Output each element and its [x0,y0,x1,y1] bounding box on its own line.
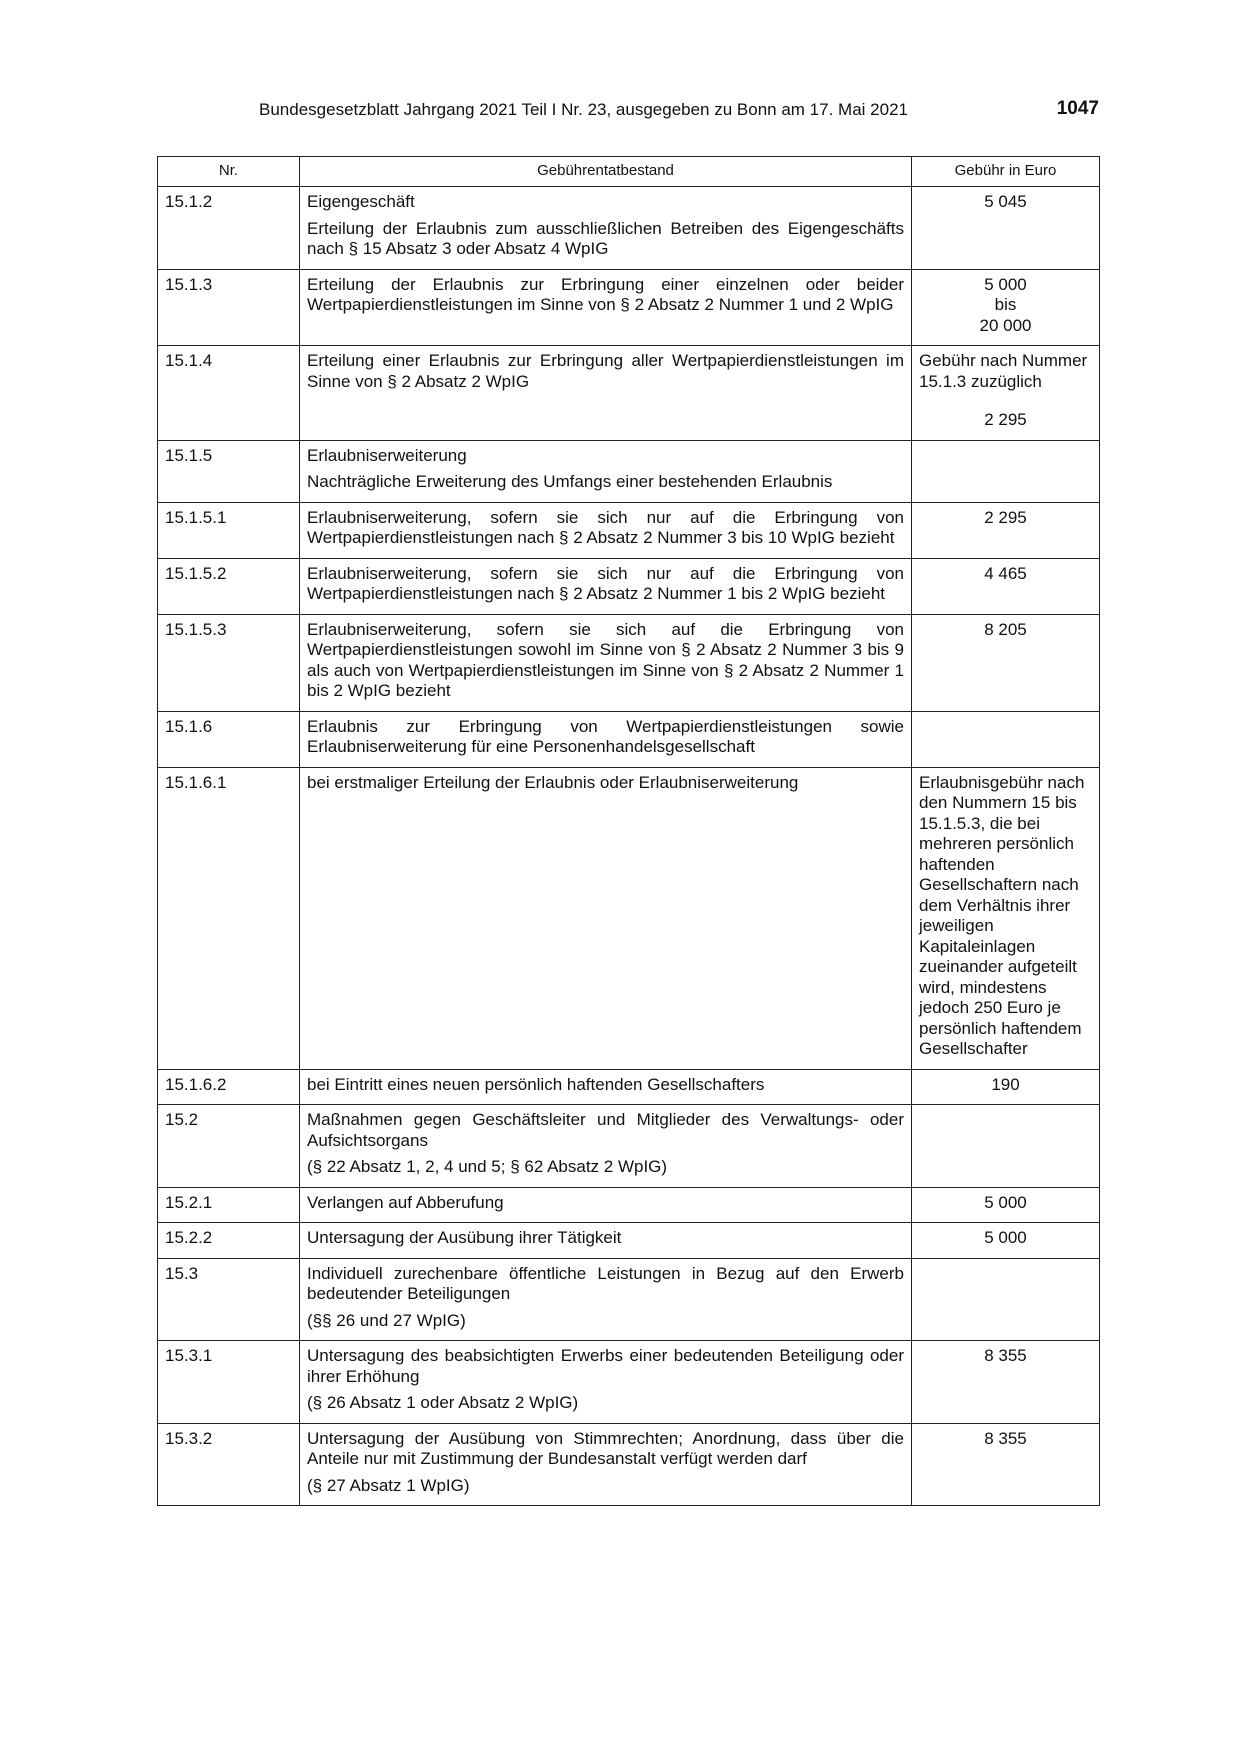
row-fee: 8 355 [912,1423,1100,1506]
row-number: 15.2.2 [158,1223,300,1259]
row-number: 15.1.5.2 [158,558,300,614]
table-row [158,346,1100,441]
row-fee: 8 355 [912,1341,1100,1424]
row-text: Individuell zurechenbare öffentliche Leistungen in Bezug auf den Erwerb bedeutender Beteiligungen [307,1263,904,1303]
row-fee [912,1105,1100,1188]
row-text: Untersagung der Ausübung von Stimmrechten; Anordnung, dass über die Anteile nur mit Zustimmung der Bundesanstalt verfügt werden darf [307,1428,904,1468]
table-row [158,1258,1100,1341]
fee-range-separator: bis [994,295,1017,314]
row-fee [912,346,1100,441]
row-number: 15.3.1 [158,1341,300,1424]
row-description: Verlangen auf Abberufung [300,1187,912,1223]
page-header-title: Bundesgesetzblatt Jahrgang 2021 Teil I Nr. 23, ausgegeben zu Bonn am 17. Mai 2021 [259,100,908,119]
row-fee [912,440,1100,502]
row-title: Eigengeschäft [307,192,415,211]
table-row [158,711,1100,767]
table-row [158,614,1100,711]
row-fee: 190 [912,1069,1100,1105]
row-description [300,1423,912,1506]
row-text: Maßnahmen gegen Geschäftsleiter und Mitglieder des Verwaltungs- oder Aufsichtsorgans [307,1110,904,1150]
row-reference: (§§ 26 und 27 WpIG) [307,1310,466,1330]
table-row [158,187,1100,270]
row-description [300,1105,912,1188]
row-number: 15.2.1 [158,1187,300,1223]
row-fee: Erlaubnisgebühr nach den Nummern 15 bis 15.1.5.3, die bei mehreren persönlich haftenden Gesellschaftern nach dem Verhältnis ihrer jeweiligen Kapitaleinlagen zueinander aufgeteilt wird, mindestens jedoch 250 Euro je persönlich haftendem Gesellschafter [912,767,1100,1069]
row-text: Untersagung des beabsichtigten Erwerbs einer bedeutenden Beteiligung oder ihrer Erhöhung [307,1346,904,1386]
row-reference: (§ 27 Absatz 1 WpIG) [307,1475,470,1495]
row-text: Erteilung der Erlaubnis zum ausschließlichen Betreiben des Eigengeschäfts nach § 15 Absatz 3 oder Absatz 4 WpIG [307,218,904,258]
table-row [158,1423,1100,1506]
row-number: 15.3 [158,1258,300,1341]
row-description [300,440,912,502]
row-number: 15.1.6 [158,711,300,767]
row-number: 15.1.3 [158,269,300,346]
table-row [158,1187,1100,1223]
table-row [158,1223,1100,1259]
table-row [158,1069,1100,1105]
row-number: 15.1.5.3 [158,614,300,711]
column-header-description: Gebührentatbestand [300,157,912,187]
row-description [300,1341,912,1424]
row-description [300,187,912,270]
row-description: bei Eintritt eines neuen persönlich haftenden Gesellschafters [300,1069,912,1105]
row-fee: 5 045 [912,187,1100,270]
row-reference: (§ 26 Absatz 1 oder Absatz 2 WpIG) [307,1393,579,1412]
row-number: 15.1.5.1 [158,502,300,558]
row-description: bei erstmaliger Erteilung der Erlaubnis oder Erlaubniserweiterung [300,767,912,1069]
row-fee [912,711,1100,767]
column-header-nr: Nr. [158,157,300,187]
row-description: Erteilung der Erlaubnis zur Erbringung einer einzelnen oder beider Wertpapierdienstleistungen im Sinne von § 2 Absatz 2 Nummer 1 und 2 WpIG [300,269,912,346]
row-fee: 5 000 [912,1187,1100,1223]
page-number: 1047 [1056,98,1099,119]
row-fee: 2 295 [912,502,1100,558]
row-number: 15.1.5 [158,440,300,502]
row-reference: (§ 22 Absatz 1, 2, 4 und 5; § 62 Absatz 2 WpIG) [307,1157,668,1176]
table-row [158,440,1100,502]
row-fee: 4 465 [912,558,1100,614]
row-fee [912,1258,1100,1341]
row-number: 15.3.2 [158,1423,300,1506]
row-description: Untersagung der Ausübung ihrer Tätigkeit [300,1223,912,1259]
row-number: 15.1.6.1 [158,767,300,1069]
row-description: Erlaubniserweiterung, sofern sie sich nur auf die Erbringung von Wertpapierdienstleistungen nach § 2 Absatz 2 Nummer 3 bis 10 WpIG bezieht [300,502,912,558]
table-header-row [158,157,1100,187]
row-description: Erteilung einer Erlaubnis zur Erbringung aller Wertpapierdienstleistungen im Sinne von § 2 Absatz 2 WpIG [300,346,912,441]
row-description: Erlaubniserweiterung, sofern sie sich auf die Erbringung von Wertpapierdienstleistungen sowohl im Sinne von § 2 Absatz 2 Nummer 3 bis 9 als auch von Wertpapierdienstleistungen im Sinne von § 2 Absatz 2 Nummer 1 bis 2 WpIG bezieht [300,614,912,711]
row-fee: 5 000 [912,1223,1100,1259]
row-fee: 8 205 [912,614,1100,711]
row-number: 15.1.4 [158,346,300,441]
row-description: Erlaubniserweiterung, sofern sie sich nur auf die Erbringung von Wertpapierdienstleistungen nach § 2 Absatz 2 Nummer 1 bis 2 WpIG bezieht [300,558,912,614]
page-header [157,100,1099,126]
fee-note: Gebühr nach Nummer 15.1.3 zuzüglich [919,351,1088,391]
table-row [158,1341,1100,1424]
table-row [158,269,1100,346]
row-text: Nachträgliche Erweiterung des Umfangs einer bestehenden Erlaubnis [307,472,833,491]
row-description [300,1258,912,1341]
row-description: Erlaubnis zur Erbringung von Wertpapierdienstleistungen sowie Erlaubniserweiterung für eine Personenhandelsgesellschaft [300,711,912,767]
table-row [158,558,1100,614]
row-number: 15.1.2 [158,187,300,270]
row-number: 15.1.6.2 [158,1069,300,1105]
column-header-fee: Gebühr in Euro [912,157,1100,187]
fee-range-to: 20 000 [979,315,1032,335]
row-fee [912,269,1100,346]
table-row [158,1105,1100,1188]
fee-range-from: 5 000 [984,274,1027,294]
table-row [158,767,1100,1069]
row-title: Erlaubniserweiterung [307,445,467,465]
table-row [158,502,1100,558]
fee-table [157,156,1100,1506]
row-number: 15.2 [158,1105,300,1188]
fee-amount: 2 295 [984,410,1027,429]
